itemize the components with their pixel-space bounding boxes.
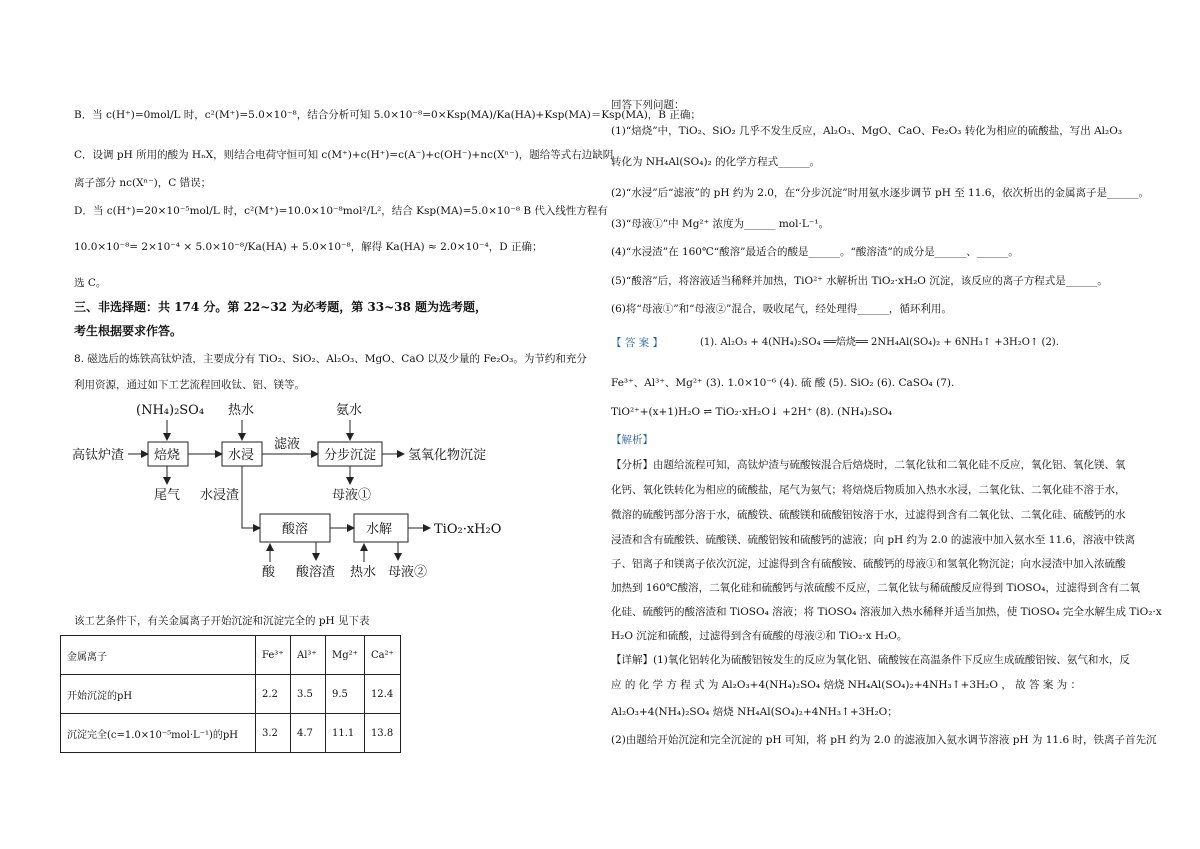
reagent-ammonium-sulfate: (NH₄)₂SO₄ [136,403,205,418]
analysis-line: (2)由题给开始沉淀和完全沉淀的 pH 可知，将 pH 约为 2.0 的滤液加入氨水调节溶液 pH 为 11.6 时，铁离子首先沉 [611,734,1157,746]
step-acid-dissolve: 酸溶 [282,522,309,537]
acid-label: 酸 [262,565,276,580]
hot-water-label: 热水 [350,565,377,580]
answer-line: (1). Al₂O₃ + 4(NH₄)₂SO₄ ══焙烧══ 2NH₄Al(SO₄)₂ + 6NH₃↑ +3H₂O↑ (2). [700,337,1059,348]
table-cell: Fe³⁺ [256,636,291,675]
acid-residue-label: 酸溶渣 [296,565,336,580]
reagent-ammonia: 氨水 [336,403,363,418]
table-cell: 沉淀完全(c=1.0×10⁻⁵mol·L⁻¹)的pH [61,714,256,753]
option-d-text: D．当 c(H⁺)=20×10⁻⁵mol/L 时，c²(M⁺)=10.0×10⁻⁸mol²/L²，结合 Ksp(MA)=5.0×10⁻⁸ B 代入线性方程有 [74,205,608,217]
section-title-cont: 考生根据要求作答。 [74,324,183,338]
reagent-hot-water: 热水 [228,403,255,418]
table-cell: 2.2 [256,675,291,714]
ph-table [60,635,401,753]
question-8-stem-cont: 利用资源，通过如下工艺流程回收钛、铝、镁等。 [74,379,305,391]
table-cell: 4.7 [291,714,326,753]
question-3: (3)“母液①”中 Mg²⁺ 浓度为______ mol·L⁻¹。 [611,218,830,230]
question-5: (5)“酸溶”后，将溶液适当稀释并加热，TiO²⁺ 水解析出 TiO₂·xH₂O 沉淀，该反应的离子方程式是______。 [611,275,1108,287]
analysis-line: 加热到 160℃酸溶，二氧化硅和硫酸钙与浓硫酸不反应，二氧化钛与稀硫酸反应得到 TiOSO₄，过滤得到含有二氧 [611,582,1140,594]
question-1-cont: 转化为 NH₄Al(SO₄)₂ 的化学方程式______。 [611,156,821,168]
mother-liquor-2: 母液② [388,565,428,580]
table-row [61,675,401,714]
residue-label: 水浸渣 [200,488,240,503]
process-flow-diagram [60,398,520,583]
analysis-line: 浸渣和含有硫酸铁、硫酸镁、硫酸铝铵和硫酸钙的滤液；向 pH 约为 2.0 的滤液中加入氨水至 11.6，溶液中铁离 [611,534,1136,546]
question-6: (6)将“母液①”和“母液②”混合，吸收尾气，经处理得______，循环利用。 [611,303,952,315]
option-c-text-cont: 离子部分 nc(Xⁿ⁻)，C 错误； [74,177,212,189]
table-header-row [61,636,401,675]
question-1: (1)“焙烧”中，TiO₂、SiO₂ 几乎不发生反应，Al₂O₃、MgO、CaO、Fe₂O₃ 转化为相应的硫酸盐，写出 Al₂O₃ [611,125,1123,137]
questions-intro: 回答下列问题： [611,99,685,111]
mother-liquor-1: 母液① [332,488,372,503]
analysis-line: 应 的 化 学 方 程 式 为 Al₂O₃+4(NH₄)₂SO₄ 焙烧 NH₄Al(SO₄)₂+4NH₃↑+3H₂O ， 故 答 案 为 ： [611,679,1082,691]
step-roasting: 焙烧 [154,448,181,463]
step-stepwise-precipitation: 分步沉淀 [324,448,377,463]
table-cell: 12.4 [364,675,400,714]
table-cell: 开始沉淀的pH [61,675,256,714]
table-cell: 3.2 [256,714,291,753]
table-cell: Ca²⁺ [364,636,400,675]
section-title: 三、非选择题：共 174 分。第 22~32 为必考题，第 33~38 题为选考题， [74,300,488,314]
analysis-line: 【详解】(1)氧化铝转化为硫酸铝铵发生的反应为氧化铝、硫酸铵在高温条件下反应生成硫酸铝铵、氨气和水，反 [611,654,1130,666]
option-d-equation: 10.0×10⁻⁸= 2×10⁻⁴ × 5.0×10⁻⁸/Ka(HA) + 5.0×10⁻⁸，解得 Ka(HA) ≈ 2.0×10⁻⁴，D 正确； [74,241,543,253]
question-8-stem: 8. 磁选后的炼铁高钛炉渣，主要成分有 TiO₂、SiO₂、Al₂O₃、MgO、CaO 以及少量的 Fe₂O₃。为节约和充分 [74,353,587,365]
option-b-text: B．当 c(H⁺)=0mol/L 时，c²(M⁺)=5.0×10⁻⁸，结合分析可知 5.0×10⁻⁸=0×Ksp(MA)/Ka(HA)+Ksp(MA)＝Ksp(MA)，B 正确； [74,109,701,121]
tail-gas-label: 尾气 [154,488,181,503]
step-hydrolysis: 水解 [366,522,393,537]
question-4: (4)“水浸渣”在 160℃“酸溶”最适合的酸是______。“酸溶渣”的成分是______、______。 [611,246,1019,258]
question-2: (2)“水浸”后“滤液”的 pH 约为 2.0，在“分步沉淀”时用氨水逐步调节 pH 至 11.6，依次析出的金属离子是______。 [611,187,1149,199]
table-cell: 3.5 [291,675,326,714]
table-cell: 9.5 [326,675,365,714]
table-cell: 金属离子 [61,636,256,675]
table-cell: Al³⁺ [291,636,326,675]
step-water-leach: 水浸 [228,448,255,463]
product-titanium-dioxide: TiO₂·xH₂O [434,522,502,537]
analysis-line: Al₂O₃+4(NH₄)₂SO₄ 焙烧 NH₄Al(SO₄)₂+4NH₃↑+3H₂O； [611,706,898,718]
analysis-line: 【分析】由题给流程可知，高钛炉渣与硫酸铵混合后焙烧时，二氧化钛和二氧化硅不反应，氧化铝、氧化镁、氧 [611,459,1126,471]
option-c-text: C．设调 pH 所用的酸为 HₙX，则结合电荷守恒可知 c(M⁺)+c(H⁺)=c(A⁻)+c(OH⁻)+nc(Xⁿ⁻)，题给等式右边缺阴 [74,149,614,161]
table-intro: 该工艺条件下，有关金属离子开始沉淀和沉淀完全的 pH 见下表 [74,615,370,627]
analysis-label: 【解析】 [611,434,653,446]
answer-choice-text: 选 C。 [74,277,107,289]
answer-label: 【 答 案 】 [611,337,664,349]
analysis-line: H₂O 沉淀和硫酸，过滤得到含有硫酸的母液②和 TiO₂·x H₂O。 [611,630,908,642]
analysis-line: 化钙、氧化铁转化为相应的硫酸盐，尾气为氨气；将焙烧后物质加入热水水浸，二氧化钛、二氧化硅不溶于水， [611,484,1126,496]
table-cell: Mg²⁺ [326,636,365,675]
analysis-line: 化硅、硫酸钙的酸溶渣和 TiOSO₄ 溶液；将 TiOSO₄ 溶液加入热水稀释并适当加热，使 TiOSO₄ 完全水解生成 TiO₂·x [611,606,1162,618]
table-cell: 13.8 [364,714,400,753]
analysis-line: 微溶的硫酸钙部分溶于水，硫酸铁、硫酸镁和硫酸铝铵溶于水，过滤得到含有二氧化钛、二氧化硅、硫酸钙的水 [611,509,1126,521]
answer-line: Fe³⁺、Al³⁺、Mg²⁺ (3). 1.0×10⁻⁶ (4). 硫 酸 (5). SiO₂ (6). CaSO₄ (7). [611,377,955,389]
analysis-line: 子、铝离子和镁离子依次沉淀，过滤得到含有硫酸铵、硫酸钙的母液①和氢氧化物沉淀；向水浸渣中加入浓硫酸 [611,558,1126,570]
start-material: 高钛炉渣 [72,448,125,463]
answer-line: TiO²⁺+(x+1)H₂O ⇌ TiO₂·xH₂O↓ +2H⁺ (8). (NH₄)₂SO₄ [611,406,893,418]
table-row [61,714,401,753]
table-cell: 11.1 [326,714,365,753]
filtrate-label: 滤液 [274,437,301,452]
product-hydroxide-precipitate: 氢氧化物沉淀 [408,448,487,463]
